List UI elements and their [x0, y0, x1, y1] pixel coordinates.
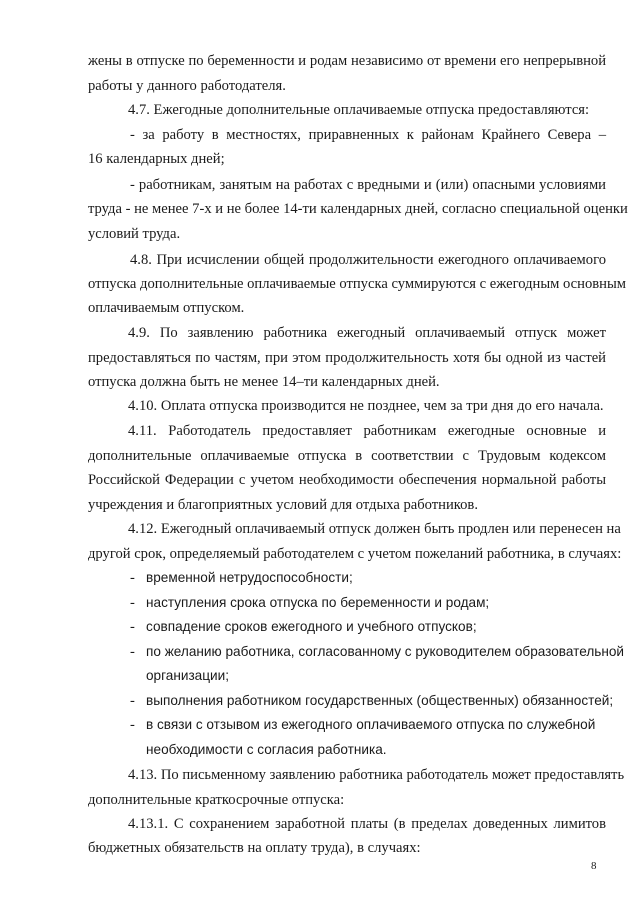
list-item: в связи с отзывом из ежегодного оплачиваемого отпуска по служебной [146, 717, 596, 732]
text-line: бюджетных обязательств на оплату труда), в случаях: [88, 840, 421, 856]
text-line: отпуска дополнительные оплачиваемые отпуска суммируются с ежегодным основным [88, 276, 627, 292]
bullet-dash: - [130, 644, 135, 660]
text-line: дополнительные краткосрочные отпуска: [88, 792, 345, 808]
section-4-11-line: 4.11. Работодатель предоставляет работникам ежегодные основные и [128, 423, 606, 439]
text-line: 16 календарных дней; [88, 151, 225, 167]
bullet-dash: - [130, 619, 135, 635]
section-4-10-line: 4.10. Оплата отпуска производится не позднее, чем за три дня до его начала. [128, 398, 604, 414]
list-item-continuation: организации; [146, 668, 229, 683]
list-item: выполнения работником государственных (общественных) обязанностей; [146, 693, 614, 708]
list-item: совпадение сроков ежегодного и учебного отпусков; [146, 619, 477, 634]
section-heading-4-7: 4.7. Ежегодные дополнительные оплачиваемые отпуска предоставляются: [128, 102, 590, 118]
text-line: отпуска должна быть не менее 14–ти календарных дней. [88, 374, 440, 390]
text-line: Российской Федерации с учетом необходимости обеспечения нормальной работы [88, 472, 606, 488]
text-line: условий труда. [88, 226, 181, 242]
bullet-dash: - [130, 595, 135, 611]
text-line: другой срок, определяемый работодателем с учетом пожеланий работника, в случаях: [88, 546, 622, 562]
section-4-13-line: 4.13. По письменному заявлению работника работодатель может предоставлять [128, 767, 625, 783]
text-line: - работникам, занятым на работах с вредными и (или) опасными условиями [130, 177, 606, 193]
list-item: по желанию работника, согласованному с руководителем образовательной [146, 644, 624, 659]
text-line: работы у данного работодателя. [88, 78, 286, 94]
section-4-13-1-line: 4.13.1. С сохранением заработной платы (в пределах доведенных лимитов [128, 816, 606, 832]
text-line: дополнительные оплачиваемые отпуска в соответствии с Трудовым кодексом [88, 448, 606, 464]
bullet-dash: - [130, 717, 135, 733]
list-item: наступления срока отпуска по беременности и родам; [146, 595, 490, 610]
list-item-continuation: необходимости с согласия работника. [146, 742, 387, 757]
bullet-dash: - [130, 693, 135, 709]
section-4-9-line: 4.9. По заявлению работника ежегодный оплачиваемый отпуск может [128, 325, 606, 341]
text-line: предоставляться по частям, при этом продолжительность хотя бы одной из частей [88, 350, 606, 366]
bullet-dash: - [130, 570, 135, 586]
page-number: 8 [591, 860, 597, 872]
text-line: учреждения и благоприятных условий для отдыха работников. [88, 497, 478, 513]
text-line: - за работу в местностях, приравненных к районам Крайнего Севера – [130, 127, 606, 143]
section-4-8-line: 4.8. При исчислении общей продолжительности ежегодного оплачиваемого [130, 252, 606, 268]
text-line: оплачиваемым отпуском. [88, 300, 245, 316]
text-line: жены в отпуске по беременности и родам независимо от времени его непрерывной [88, 53, 606, 69]
text-line: труда - не менее 7-х и не более 14-ти календарных дней, согласно специальной оценки [88, 201, 628, 217]
section-4-12-line: 4.12. Ежегодный оплачиваемый отпуск должен быть продлен или перенесен на [128, 521, 621, 537]
list-item: временной нетрудоспособности; [146, 570, 353, 585]
